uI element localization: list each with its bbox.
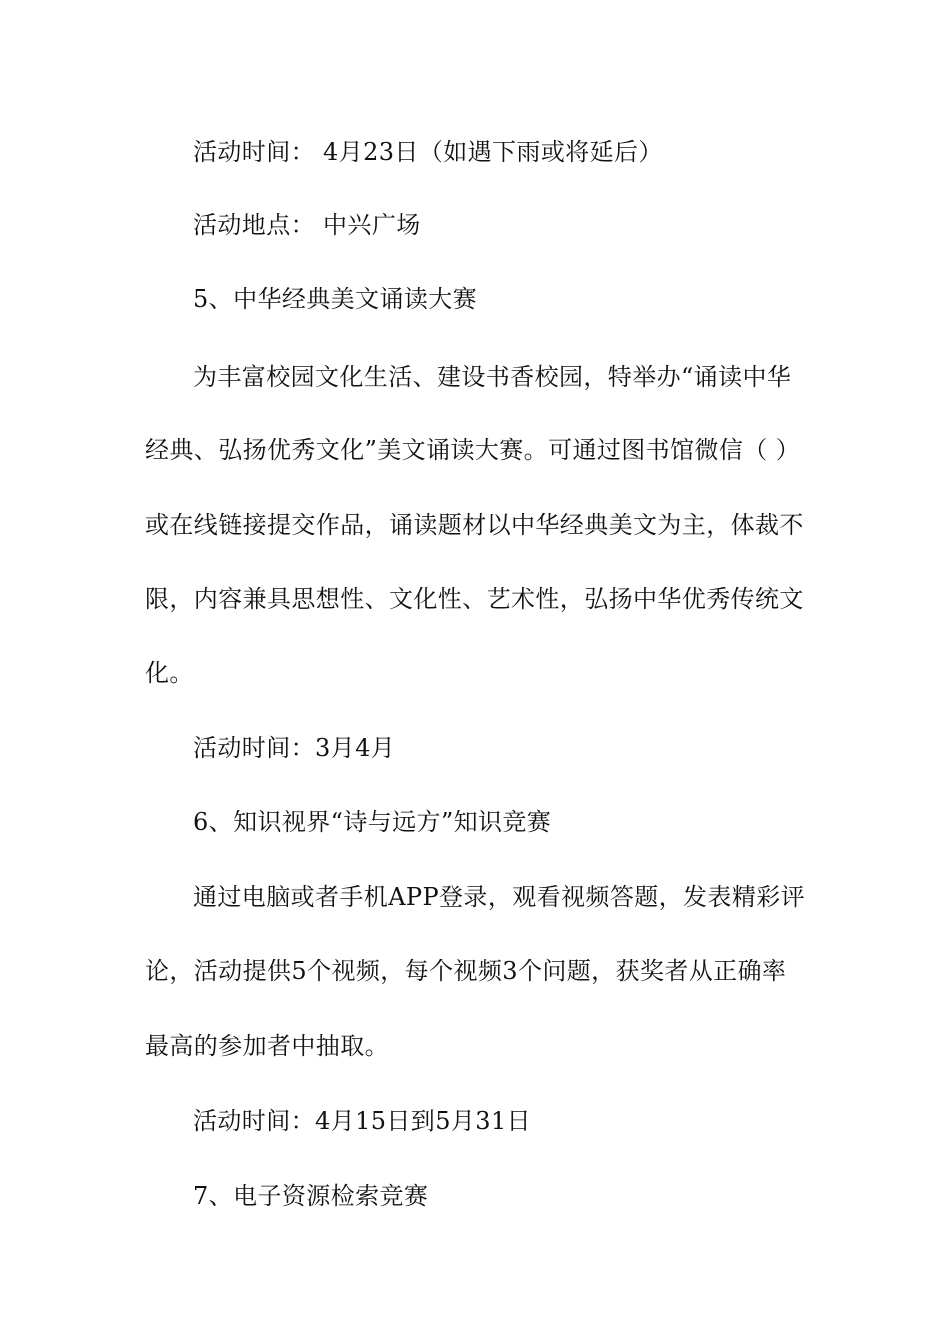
section-heading-5: 5、中华经典美文诵读大赛 [193,285,478,313]
paragraph-line: 或在线链接提交作品，诵读题材以中华经典美文为主，体裁不 [145,511,804,539]
paragraph-line: 论，活动提供5个视频，每个视频3个问题，获奖者从正确率 [145,957,787,985]
paragraph-line: 最高的参加者中抽取。 [145,1032,389,1060]
activity-location-line: 活动地点： 中兴广场 [193,211,421,239]
paragraph-line: 经典、弘扬优秀文化”美文诵读大赛。可通过图书馆微信（ ） [145,436,801,464]
section-heading-6: 6、知识视界“诗与远方”知识竞赛 [193,808,552,836]
activity-time-line: 活动时间： 4月23日（如遇下雨或将延后） [193,138,663,166]
activity-time-line: 活动时间：4月15日到5月31日 [193,1107,532,1135]
section-heading-7: 7、电子资源检索竞赛 [193,1182,429,1210]
paragraph-line: 化。 [145,659,194,687]
activity-time-line: 活动时间：3月4月 [193,734,396,762]
paragraph-line: 通过电脑或者手机APP登录，观看视频答题，发表精彩评 [193,883,806,911]
paragraph-line: 为丰富校园文化生活、建设书香校园，特举办“诵读中华 [193,363,792,391]
paragraph-line: 限，内容兼具思想性、文化性、艺术性，弘扬中华优秀传统文 [145,585,804,613]
